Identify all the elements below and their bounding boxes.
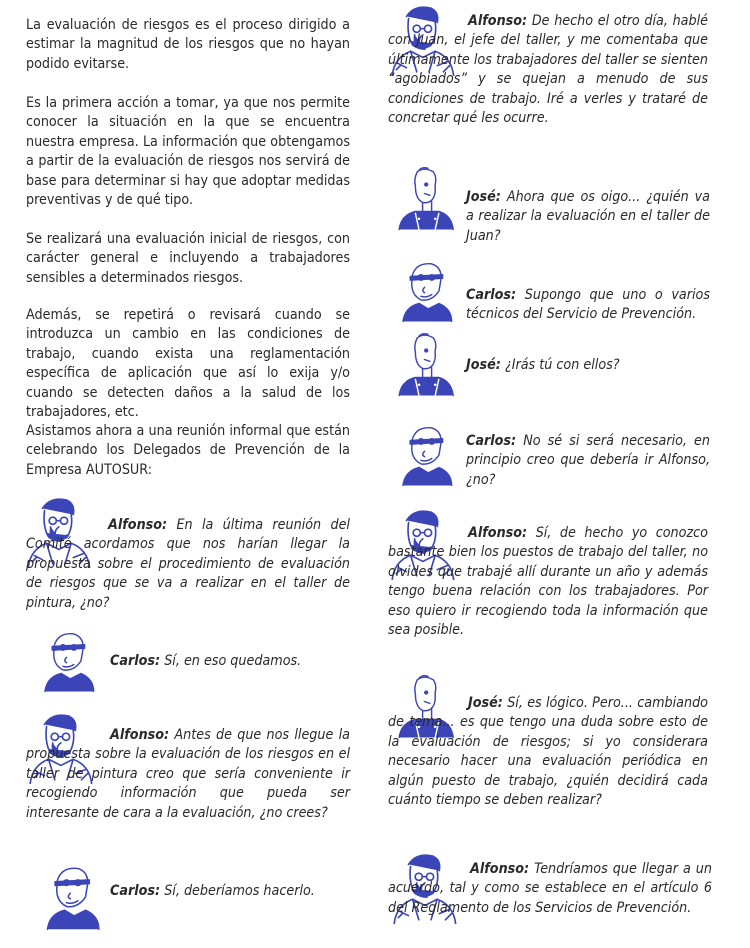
dialogue-line-7 [466,286,710,325]
dialogue-text: Supongo que uno o varios técnicos del Servicio de Prevención. [466,287,710,323]
carlos-illustration [394,422,466,486]
carlos-illustration [36,628,108,692]
dialogue-line-11 [388,694,708,810]
dialogue-line-2 [110,652,350,671]
intro-paragraph-3: Se realizará una evaluación inicial de riesgos, con carácter general e incluyendo a trabajadores sensibles a determinados riesgos. [26,231,350,286]
speaker-name: Carlos: [466,287,517,303]
dialogue-line-6 [466,188,710,246]
carlos-illustration [394,258,466,322]
speaker-name: Alfonso: [110,727,170,743]
speaker-name: Alfonso: [470,861,530,877]
speaker-name: José: [466,357,501,373]
dialogue-line-9 [466,432,710,490]
speaker-name: Carlos: [466,433,517,449]
dialogue-text: Sí, deberíamos hacerlo. [164,883,315,899]
speaker-name: José: [468,695,503,711]
dialogue-text: En la última reunión del Comité acordamos que nos harían llegar la propuesta sobre el procedimiento de evaluación de riesgos que se va a realizar en el taller de pintura, ¿no? [26,517,350,611]
dialogue-text: Tendríamos que llegar a un acuerdo, tal y como se establece en el artículo 6 del Reglamento de los Servicios de Prevención. [388,861,712,916]
dialogue-text: ¿Irás tú con ellos? [504,357,620,373]
dialogue-text: Antes de que nos llegue la propuesta sobre la evaluación de los riesgos en el taller de pintura creo que sería conveniente ir recogiendo información que pueda ser interesante de cara a la evaluación, ¿no crees? [26,727,350,821]
dialogue-text: Sí, es lógico. Pero... cambiando de tema... es que tengo una duda sobre esto de la evaluación de riesgos; si yo considerara necesario hacer una evaluación periódica en algún puesto de trabajo, ¿quién decidirá cada cuánto tiempo se deben realizar? [388,695,708,809]
dialogue-line-1 [26,516,350,613]
dialogue-line-4 [110,882,350,901]
dialogue-line-3 [26,726,350,823]
dialogue-text: No sé si será necesario, en principio creo que debería ir Alfonso, ¿no? [466,433,710,488]
speaker-name: Alfonso: [108,517,168,533]
dialogue-line-12 [388,860,712,918]
speaker-name: Alfonso: [468,525,528,541]
intro-paragraph-1: La evaluación de riesgos es el proceso dirigido a estimar la magnitud de los riesgos que no hayan podido evitarse. [26,17,350,72]
dialogue-text: Sí, de hecho yo conozco bastante bien los puestos de trabajo del taller, no olvides que trabajé allí durante un año y además tengo buena relación con los trabajadores. Por eso quiero ir recogiendo toda la información que sea posible. [388,525,708,639]
jose-illustration [392,328,464,400]
dialogue-text: De hecho el otro día, hablé con Juan, el jefe del taller, y me comentaba que últimamente los trabajadores del taller se sienten “agobiados” y se quejan a menudo de sus condiciones de trabajo. Iré a verles y trataré de concretar qué les ocurre. [388,13,708,127]
speaker-name: Alfonso: [468,13,528,29]
dialogue-text: Ahora que os oigo... ¿quién va a realizar la evaluación en el taller de Juan? [466,189,710,244]
dialogue-line-8 [466,356,710,375]
speaker-name: Carlos: [110,653,161,669]
speaker-name: José: [466,189,501,205]
dialogue-line-10 [388,524,708,640]
carlos-illustration [38,862,114,930]
dialogue-text: Sí, en eso quedamos. [164,653,302,669]
intro-paragraph-4: Además, se repetirá o revisará cuando se introduzca un cambio en las condiciones de trabajo, cuando exista una reglamentación específica de aplicación que así lo exija y/o cuando se detecten daños a la salud de los trabajadores, etc. [26,307,350,421]
jose-illustration [392,162,464,234]
speaker-name: Carlos: [110,883,161,899]
intro-paragraph-5: Asistamos ahora a una reunión informal que están celebrando los Delegados de Prevención de la Empresa AUTOSUR: [26,423,350,478]
intro-paragraph-2: Es la primera acción a tomar, ya que nos permite conocer la situación en la que se encuentra nuestra empresa. La información que obtengamos a partir de la evaluación de riesgos nos servirá de base para determinar si hay que adoptar medidas preventivas y de qué tipo. [26,95,350,209]
dialogue-line-5 [388,12,708,128]
